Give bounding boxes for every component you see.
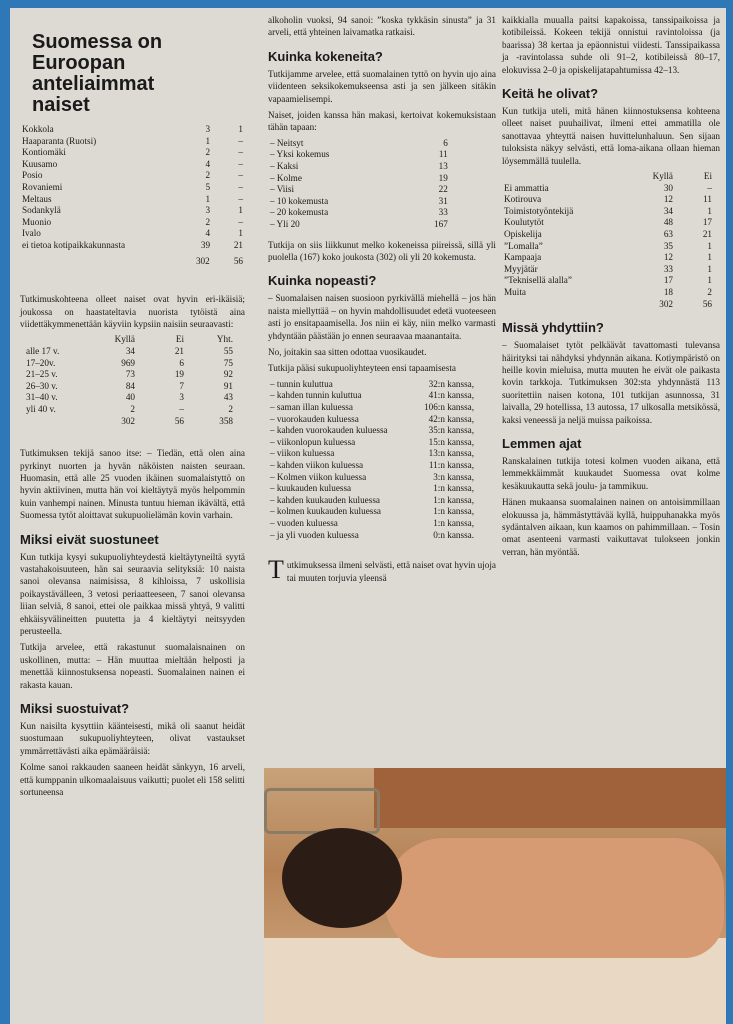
table-row: – kahden kuukauden kuluessa 1:n kanssa, [270, 494, 475, 505]
table-row: – kahden vuorokauden kuluessa 35:n kanssa, [270, 425, 475, 436]
table-row: – Kolme 19 [270, 172, 448, 183]
paragraph: Tutkija pääsi sukupuoliyhteyteen ensi tapaamisesta [268, 363, 456, 374]
table-row: – tunnin kuluttua 32:n kanssa, [270, 378, 475, 389]
table-total-row: 302 56 358 [121, 415, 233, 426]
paragraph: Tutkimuksen tekijä sanoo itse: – Tiedän, että olen aina pyrkinyt nuorten ja hyvän näköisten naisten seuraan. Huomasin, että alle 25 vuoden ikäinen suomalaistyttö on hyvin aktiivinen, mutta hän voi kieltäytyä myös helpommin kuin vanhempi nainen. Minusta tuntuu hieman ikävältä, että Suomessa tytöt aloittavat sukupuolielämän kovin varhain. [20, 448, 245, 521]
table-row: – Neitsyt 6 [270, 137, 448, 148]
section-heading: Miksi eivät suostuneet [20, 531, 159, 547]
drop-cap: T [268, 555, 284, 585]
table-header-row: Kyllä Ei [652, 171, 712, 182]
section-heading: Keitä he olivat? [502, 86, 599, 102]
table-row: Ei ammattia 30 – [504, 182, 712, 193]
paragraph: Tutkija arvelee, että rakastunut suomalaisnainen on uskollinen, mutta: – Hän muuttaa mieltään helposti ja menettää kiinnostuksensa nopeasti. Suomalainen nainen ei rakasta kauan. [20, 642, 245, 690]
table-row: Opiskelija 63 21 [504, 229, 712, 240]
section-heading: Missä yhdyttiin? [502, 320, 604, 336]
article-title: Suomessa on Euroopan anteliaimmat naiset [32, 31, 163, 116]
occupation-table [502, 171, 714, 310]
city-total: 302 56 [195, 255, 243, 266]
time-table [268, 379, 476, 541]
paragraph: Naiset, joiden kanssa hän makasi, kertoivat kokemuksistaan tähän tapaan: [268, 110, 496, 133]
table-row: – vuorokauden kuluessa 42:n kanssa, [270, 413, 475, 424]
paragraph: Hänen mukaansa suomalainen nainen on antoisimmillaan elokuussa ja, hämmästyttävää kyllä, huippuhanakka myös sydäntalven aikaan, kun kaamos on pahimmillaan. – Tosin omat asenteeni varmasti vaikuttavat tulokseen jonkin verran, hän myöntää. [502, 497, 720, 557]
table-row: – vuoden kuluessa 1:n kanssa, [270, 517, 475, 528]
table-row: – saman illan kuluessa 106:n kanssa, [270, 402, 475, 413]
table-row: alle 17 v. 34 21 55 [26, 345, 233, 356]
table-row: – 10 kokemusta 31 [270, 195, 448, 206]
table-row: Myyjätär 33 1 [504, 263, 712, 274]
table-total-row: 302 56 [659, 298, 712, 309]
table-row: Meltaus 1 – [22, 193, 243, 204]
table-row: Muonio 2 – [22, 216, 243, 227]
table-row: – Yli 20 167 [270, 219, 448, 229]
section-heading: Kuinka nopeasti? [268, 273, 377, 289]
table-row: Muita 18 2 [504, 287, 712, 297]
table-row: – Kolmen viikon kuluessa 3:n kanssa, [270, 471, 475, 482]
paragraph: Kolme sanoi rakkauden saaneen heidät sänkyyn, 16 arveli, että kumppanin ulkomaalaisuus vaikutti; puolet eli 158 selitti sortuneensa [20, 762, 245, 798]
table-row: Haaparanta (Ruotsi) 1 – [22, 135, 243, 146]
paragraph: – Suomalaisen naisen suosioon pyrkivällä miehellä – jos hän naista miellyttää – on hyvin mahdollisuudet edetä vuoteeseen asti jo ensitapaamisella. Jos niin ei käy, niin melko varmasti yhdyntään päästään jo ennen seuraavaa maanantaita. [268, 293, 496, 341]
table-row: 31–40 v. 40 3 43 [26, 392, 233, 403]
table-row: ”Lomalla” 35 1 [504, 240, 712, 251]
table-row: yli 40 v. 2 – 2 [26, 403, 233, 414]
paragraph: No, joitakin saa sitten odottaa vuosikaudet. [268, 347, 427, 358]
photo [264, 768, 726, 1024]
table-row: – Yksi kokemus 11 [270, 149, 448, 160]
table-row: – Viisi 22 [270, 184, 448, 195]
table-row: ”Teknisellä alalla” 17 1 [504, 275, 712, 286]
table-row: Kuusamo 4 – [22, 158, 243, 169]
paragraph: Ranskalainen tutkija totesi kolmen vuoden aikana, että lemmekkäimmät kuukaudet Suomessa ovat kolme kesäkuukautta sekä joulu- ja tammikuu. [502, 456, 720, 491]
magazine-page [10, 8, 726, 1024]
table-row: Kampaaja 12 1 [504, 252, 712, 263]
paragraph: Tutkimuskohteena olleet naiset ovat hyvin eri-ikäisiä; joukossa on haastateltavia nuorista tytöistä aina viidettäkymmenettään käyviin kypsiin naisiin seuraavasti: [20, 294, 245, 329]
table-row: – kahden viikon kuluessa 11:n kanssa, [270, 460, 475, 470]
table-row: Kontiomäki 2 – [22, 147, 243, 158]
table-row: Ivalo 4 1 [22, 228, 243, 239]
table-row: Koulutytöt 48 17 [504, 217, 712, 228]
photo-hair [282, 828, 402, 928]
table-row: 26–30 v. 84 7 91 [26, 380, 233, 391]
table-row: – kuukauden kuluessa 1:n kanssa, [270, 483, 475, 494]
table-header-row: Kyllä Ei Yht. [114, 334, 233, 345]
table-row: 17–20v. 969 6 75 [26, 357, 233, 368]
table-row: – ja yli vuoden kuluessa 0:n kanssa. [270, 529, 475, 540]
table-row: ei tietoa kotipaikkakunnasta 39 21 [22, 239, 243, 250]
table-row: Toimistotyöntekijä 34 1 [504, 205, 712, 216]
paragraph: Tutkija on siis liikkunut melko kokeneissa piireissä, sillä yli puolella (167) koko joukosta (302) oli yli 20 kokemusta. [268, 239, 496, 262]
table-row: – viikonlopun kuluessa 15:n kanssa, [270, 436, 475, 447]
table-row: Kotirouva 12 11 [504, 194, 712, 205]
table-row: 21–25 v. 73 19 92 [26, 369, 233, 380]
table-row: – Kaksi 13 [270, 161, 448, 172]
section-heading: Lemmen ajat [502, 436, 582, 452]
column-1 [20, 14, 245, 802]
paragraph: Kun naisilta kysyttiin käänteisesti, mikä oli saanut heidät suostumaan sukupuoliyhteyteen, olivat vastaukset ymmärrettävästi aika epämääräisiä: [20, 721, 245, 756]
table-row: Kokkola 3 1 [22, 124, 243, 134]
experience-table [268, 138, 450, 231]
paragraph: Kun tutkija kysyi sukupuoliyhteydestä kieltäytyneiltä syytä vastahakoisuuteen, hän sai seuraavia selityksiä: 10 naista sanoi olevansa naimisissa, 8 kihloissa, 7 uskollisia poikaystävälleen, 3 vetosi periaatteeseen, 7 sanoi olevansa liian selviä, 8 sanoi, ettei ole paikkaa missä yhtyä, 9 valitti ehkäisyvälineitten puutetta ja 4 kieltäytyi neitsyyden perusteella. [20, 551, 245, 636]
age-table [24, 334, 235, 427]
table-row: Posio 2 – [22, 170, 243, 181]
paragraph-dropcap: Tutkimuksessa ilmeni selvästi, että naiset ovat hyvin ujoja tai muuten torjuvia yleensä [268, 555, 496, 585]
paragraph: kaikkialla muualla paitsi kapakoissa, tanssipaikoissa ja kotibileissä. Kokeen tekijä onnistui ravintoloissa (ja baarissa) 38 kertaa ja epäonnistui viidesti. Tanssipaikassa ja -ravintolassa suhde oli 91–2, kotibileissä 80–17, elokuvissa 2–0 ja opiskelijatapahtumissa 42–13. [502, 15, 720, 75]
table-row: – kolmen kuukauden kuluessa 1:n kanssa, [270, 506, 475, 517]
city-table [20, 124, 245, 252]
table-row: – kahden tunnin kuluttua 41:n kanssa, [270, 390, 475, 401]
paragraph: Kun tutkija uteli, mitä hänen kiinnostuksensa kohteena olleet naiset puuhailivat, ilmeni ettei ammatilla ole sanottavaa yhteyttä naisen huvittelunhaluun. Sen sijaan tuloksista näkyy selvästi, että loma-aikana ollaan hieman löysemmällä tuulella. [502, 106, 720, 166]
table-row: – viikon kuluessa 13:n kanssa, [270, 448, 475, 459]
photo-wall [374, 768, 726, 828]
photo-bed-rail [264, 788, 380, 834]
photo-figures [384, 838, 724, 958]
section-heading: Miksi suostuivat? [20, 701, 130, 716]
table-row: Sodankylä 3 1 [22, 205, 243, 216]
column-3 [502, 14, 720, 562]
paragraph: alkoholin vuoksi, 94 sanoi: ”koska tykkäsin sinusta” ja 31 arveli, että yhteinen laivamatka ratkaisi. [268, 15, 496, 38]
paragraph: – Suomalaiset tytöt pelkäävät tavattomasti tulevansa häirityksi tai nähdyksi yhdynnän aikana. Kotiympäristö on heille kovin mieluisa, mutta muuten he eivät ole paikasta kovin tarkkoja. Tutkimuksen 302:sta yhdynnästä 113 suoritettiin naisen kotona, 101 tutkijan asunnossa, 31 laivalla, 29 hotellissa, 13 autossa, 17 ulkosalla metsikössä, kaksi veneessä ja neljä muissa paikoissa. [502, 340, 720, 425]
column-2 [268, 14, 496, 588]
table-row: Rovaniemi 5 – [22, 181, 243, 192]
table-row: – 20 kokemusta 33 [270, 207, 448, 218]
section-heading: Kuinka kokeneita? [268, 48, 383, 64]
paragraph: Tutkijamme arvelee, että suomalainen tyttö on hyvin ujo aina viidenteen seksikokemukseensa asti ja sen jälkeen sitäkin vapaamielisempi. [268, 68, 496, 104]
